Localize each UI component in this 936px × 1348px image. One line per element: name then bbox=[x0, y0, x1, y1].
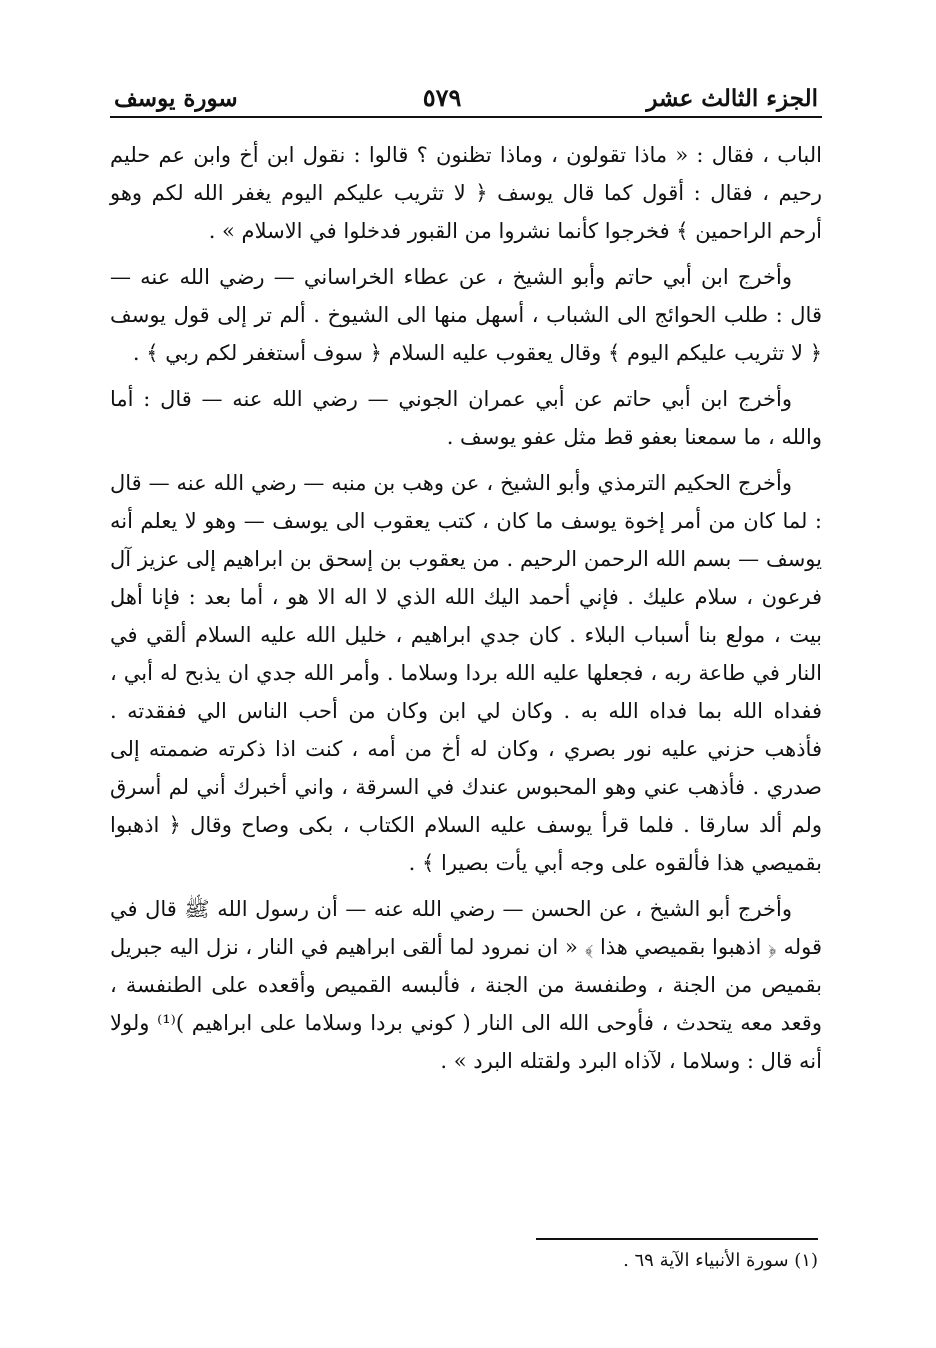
paragraph-2: وأخرج ابن أبي حاتم وأبو الشيخ ، عن عطاء الخراساني — رضي الله عنه — قال : طلب الحوائج الى الشباب ، أسهل منها الى الشيوخ . ألم تر إلى قول يوسف ﴿ لا تثريب عليكم اليوم ﴾ وقال يعقوب عليه السلام ﴿ سوف أستغفر لكم ربي ﴾ . bbox=[110, 265, 822, 365]
paragraph-4: وأخرج الحكيم الترمذي وأبو الشيخ ، عن وهب بن منبه — رضي الله عنه — قال : لما كان من أمر إخوة يوسف ما كان ، كتب يعقوب الى يوسف — وهو لا يعلم أنه يوسف — بسم الله الرحمن الرحيم . من يعقوب بن إسحق بن ابراهيم إلى عزيز آل فرعون ، سلام عليك . فإني أحمد اليك الله الذي لا اله الا هو ، أما بعد : فإنا أهل بيت ، مولع بنا أسباب البلاء . كان جدي ابراهيم ، خليل الله عليه السلام ألقي في النار في طاعة ربه ، فجعلها عليه الله بردا وسلاما . وأمر الله جدي ان يذبح له أبي ، ففداه الله بما فداه الله به . وكان لي ابن وكان من أحب الناس الي ففقدته . فأذهب حزني عليه نور بصري ، وكان له أخ من أمه ، كنت اذا ذكرته ضممته إلى صدري . فأذهب عني وهو المحبوس عندك في السرقة ، واني أخبرك أني لم أسرق ولم ألد سارقا . فلما قرأ يوسف عليه السلام الكتاب ، بكى وصاح وقال ﴿ اذهبوا بقميصي هذا فألقوه على وجه أبي يأت بصيرا ﴾ . bbox=[110, 471, 822, 875]
footnote-divider bbox=[536, 1238, 818, 1240]
paragraph-5: وأخرج أبو الشيخ ، عن الحسن — رضي الله عنه — أن رسول الله ﷺ قال في قوله ﴿ اذهبوا بقميصي هذا ﴾ « ان نمرود لما ألقى ابراهيم في النار ، نزل اليه جبريل بقميص من الجنة ، وطنفسة من الجنة ، فألبسه القميص وأقعده على الطنفسة ، وقعد معه يتحدث ، فأوحى الله الى النار ( كوني بردا وسلاما على ابراهيم )⁽¹⁾ ولولا أنه قال : وسلاما ، لآذاه البرد ولقتله البرد » . bbox=[110, 897, 823, 1073]
surah-title: سورة يوسف bbox=[114, 85, 238, 112]
part-title: الجزء الثالث عشر bbox=[646, 85, 818, 112]
paragraph-1: الباب ، فقال : « ماذا تقولون ، وماذا تظنون ؟ قالوا : نقول ابن أخ وابن عم حليم رحيم ، فقال : أقول كما قال يوسف ﴿ لا تثريب عليكم اليوم يغفر الله لكم وهو أرحم الراحمين ﴾ فخرجوا كأنما نشروا من القبور فدخلوا في الاسلام » . bbox=[110, 143, 822, 243]
body-text bbox=[110, 136, 822, 1080]
footnote: (١) سورة الأنبياء الآية ٦٩ . bbox=[623, 1250, 818, 1271]
page-header bbox=[110, 60, 822, 118]
page-number: ٥٧٩ bbox=[422, 83, 462, 112]
book-page bbox=[110, 60, 822, 1088]
paragraph-3: وأخرج ابن أبي حاتم عن أبي عمران الجوني — رضي الله عنه — قال : أما والله ، ما سمعنا بعفو قط مثل عفو يوسف . bbox=[110, 387, 822, 449]
